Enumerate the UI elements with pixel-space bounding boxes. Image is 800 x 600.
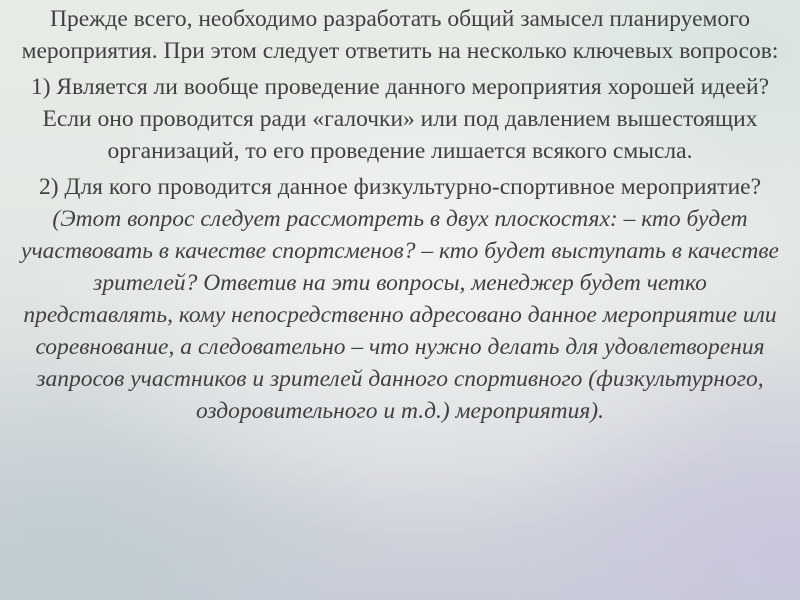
- question-2-note: (Этот вопрос следует рассмотреть в двух плоскостях: – кто будет участвовать в качестве спортсменов? – кто будет выступать в качестве зрителей? Ответив на эти вопросы, менеджер будет четко представлять, кому непосредственно адресовано данное мероприятие или соревнование, а следовательно – что нужно делать для удовлетворения запросов участников и зрителей данного спортивного (физкультурного, оздоровительного и т.д.) мероприятия).: [21, 206, 779, 424]
- question-2-paragraph: [18, 171, 782, 427]
- intro-paragraph: Прежде всего, необходимо разработать общий замысел планируемого мероприятия. При этом следует ответить на несколько ключевых вопросов:: [21, 6, 779, 64]
- question-1-paragraph: 1) Является ли вообще проведение данного мероприятия хорошей идеей? Если оно проводится ради «галочки» или под давлением вышестоящих организаций, то его проведение лишается всякого смысла.: [30, 74, 769, 164]
- slide-text-body: [18, 3, 782, 427]
- question-2-main-text: 2) Для кого проводится данное физкультурно-спортивное мероприятие?: [38, 174, 762, 200]
